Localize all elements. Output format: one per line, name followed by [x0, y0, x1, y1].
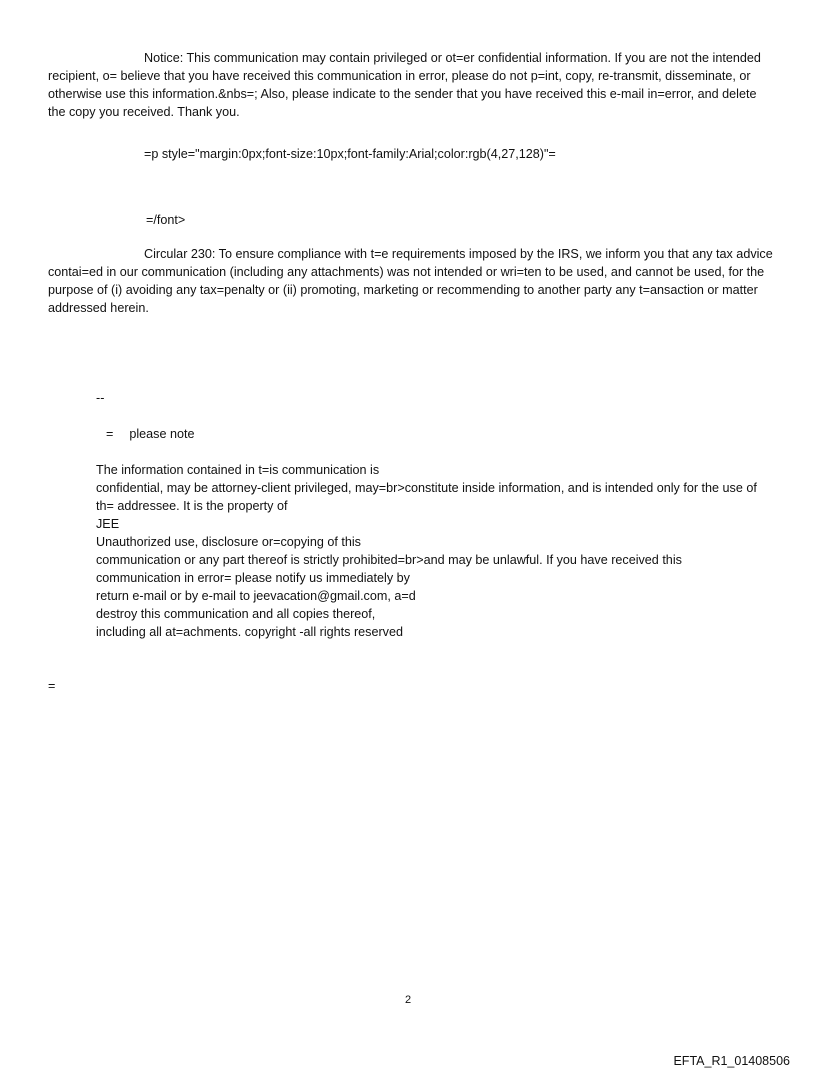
- disclaimer-line: confidential, may be attorney-client privileged, may=br>constitute inside information, and is intended only for the use of th= addressee. It is the property of: [96, 481, 757, 513]
- font-close-line: =/font>: [146, 213, 186, 227]
- circular-230-paragraph: [48, 245, 773, 317]
- p-style-line: =p style="margin:0px;font-size:10px;font-family:Arial;color:rgb(4,27,128)"=: [144, 147, 556, 161]
- signature-separator: --: [96, 391, 105, 405]
- disclaimer-line: including all at=achments. copyright -all rights reserved: [96, 625, 403, 639]
- notice-text: Notice: This communication may contain privileged or ot=er confidential information. If you are not the intended recipient, o= believe that you have received this communication in error, please do not p=int, copy, re-transmit, disseminate, or otherwise use this information.&nbs=; Also, please indicate to the sender that you have received this e-mail in=error, and delete the copy you received. Thank you.: [48, 51, 761, 119]
- please-note-line: [106, 425, 194, 443]
- notice-paragraph: [48, 49, 773, 121]
- please-note-label: please note: [129, 427, 195, 441]
- disclaimer-line: destroy this communication and all copies thereof,: [96, 607, 376, 621]
- document-id: EFTA_R1_01408506: [673, 1054, 790, 1068]
- circular-text: Circular 230: To ensure compliance with t=e requirements imposed by the IRS, we inform you that any tax advice contai=ed in our communication (including any attachments) was not intended or wri=ten to be used, and cannot be used, for the purpose of (i) avoiding any tax=penalty or (ii) promoting, marketing or recommending to another party any t=ansaction or matter addressed herein.: [48, 247, 773, 315]
- disclaimer-line: communication or any part thereof is strictly prohibited=br>and may be unlawful. If you have received this communication in error= please notify us immediately by: [96, 553, 682, 585]
- disclaimer-line: JEE: [96, 517, 120, 531]
- disclaimer-line: return e-mail or by e-mail to jeevacation@gmail.com, a=d: [96, 589, 416, 603]
- trailing-equals: =: [48, 679, 56, 693]
- disclaimer-block: [96, 461, 764, 641]
- page-number: 2: [404, 994, 412, 1006]
- disclaimer-line: The information contained in t=is communication is: [96, 463, 380, 477]
- disclaimer-line: Unauthorized use, disclosure or=copying of this: [96, 535, 361, 549]
- please-note-prefix: =: [106, 427, 114, 441]
